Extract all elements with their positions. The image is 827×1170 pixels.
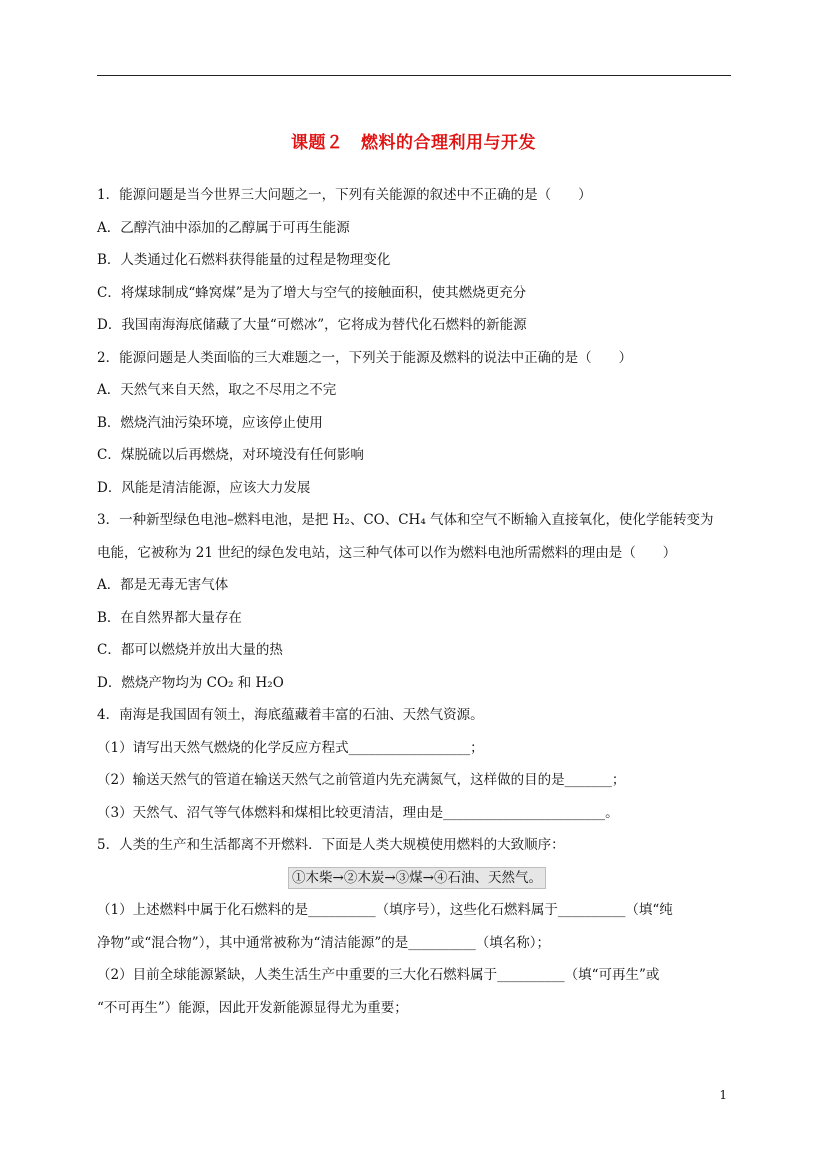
- text-line: B．在自然界都大量存在: [97, 609, 242, 626]
- text-line: 电能，它被称为 21 世纪的绿色发电站，这三种气体可以作为燃料电池所需燃料的理由是（ ）: [97, 544, 677, 561]
- text-line: C．将煤球制成“蜂窝煤”是为了增大与空气的接触面积，使其燃烧更充分: [97, 284, 527, 301]
- text-line: 5．人类的生产和生活都离不开燃料．下面是人类大规模使用燃料的大致顺序：: [97, 837, 565, 853]
- text-line: 4．南海是我国固有领土，海底蕴藏着丰富的石油、天然气资源。: [97, 707, 484, 723]
- text-line: （1）请写出天然气燃烧的化学反应方程式__________________；: [97, 739, 484, 756]
- text-line: （1）上述燃料中属于化石燃料的是__________（填序号），这些化石燃料属于__________（填“纯: [97, 902, 673, 918]
- text-line: D．我国南海海底储藏了大量“可燃冰”，它将成为替代化石燃料的新能源: [97, 317, 527, 333]
- text-line: D．燃烧产物均为 CO₂ 和 H₂O: [97, 674, 284, 691]
- fuel-sequence-box: ①木柴→②木炭→③煤→④石油、天然气。: [288, 867, 546, 889]
- text-line: 1．能源问题是当今世界三大问题之一，下列有关能源的叙述中不正确的是（ ）: [97, 187, 592, 203]
- text-line: “不可再生”）能源，因此开发新能源显得尤为重要；: [97, 999, 408, 1016]
- text-line: A．天然气来自天然，取之不尽用之不完: [97, 382, 337, 398]
- text-line: 2．能源问题是人类面临的三大难题之一，下列关于能源及燃料的说法中正确的是（ ）: [97, 349, 633, 366]
- text-line: （2）目前全球能源紧缺，人类生活生产中重要的三大化石燃料属于__________（填“可再生”或: [97, 967, 660, 983]
- text-line: C．煤脱硫以后再燃烧，对环境没有任何影响: [97, 447, 364, 463]
- page-title: 课题２ 燃料的合理利用与开发: [291, 133, 536, 153]
- text-line: D．风能是清洁能源，应该大力发展: [97, 479, 311, 496]
- header-rule: [97, 75, 731, 76]
- text-line: 3．一种新型绿色电池–燃料电池，是把 H₂、CO、CH₄ 气体和空气不断输入直接氧化，使化学能转变为: [97, 512, 714, 528]
- text-line: （2）输送天然气的管道在输送天然气之前管道内先充满氮气，这样做的目的是_______；: [97, 772, 626, 788]
- text-line: B．燃烧汽油污染环境，应该停止使用: [97, 414, 323, 431]
- fuel-sequence-row: [97, 867, 737, 900]
- text-line: 净物”或“混合物”），其中通常被称为“清洁能源”的是__________（填名称）；: [97, 934, 551, 951]
- text-line: B．人类通过化石燃料获得能量的过程是物理变化: [97, 252, 391, 268]
- page-number: 1: [719, 1088, 727, 1102]
- text-line: C．都可以燃烧并放出大量的热: [97, 642, 283, 658]
- document-body: [97, 184, 737, 1029]
- text-line: A．都是无毒无害气体: [97, 577, 229, 593]
- text-line: （3）天然气、沼气等气体燃料和煤相比较更清洁，理由是________________________。: [97, 804, 619, 821]
- text-line: A．乙醇汽油中添加的乙醇属于可再生能源: [97, 219, 350, 236]
